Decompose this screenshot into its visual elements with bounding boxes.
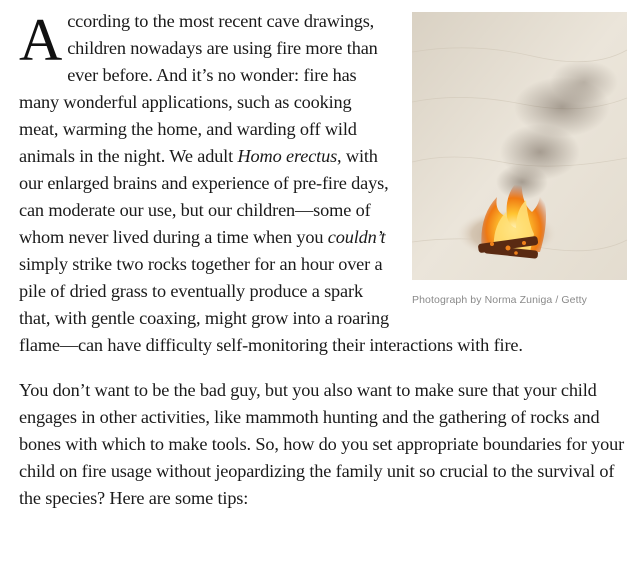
photo-caption: Photograph by Norma Zuniga / Getty xyxy=(412,294,587,306)
paragraph-1-italic-a: Homo erectus xyxy=(237,146,338,166)
drop-cap: A xyxy=(19,7,63,73)
paragraph-1-text-b: , with our enlarged brains and experience of pre-fire days, can moderate our use, but our children—some of whom never lived during a time when you xyxy=(19,146,389,247)
article-figure xyxy=(412,12,627,306)
paragraph-2: You don’t want to be the bad guy, but you also want to make sure that your child engages in other activities, like mammoth hunting and the gathering of rocks and bones with which to make tools. So, how do you set appropriate boundaries for your child on fire usage without jeopardizing the family unit so crucial to the survival of the species? Here are some tips: xyxy=(19,380,625,508)
paragraph-1-italic-b: couldn’t xyxy=(327,227,386,247)
article-body xyxy=(19,8,627,530)
campfire-photo xyxy=(412,12,627,280)
paragraph-1-text-c: simply strike two rocks together for an hour over a pile of dried grass to eventually produce a spark that, with gentle coaxing, might grow into a roaring flame—can have difficulty self-monitoring their interactions with fire. xyxy=(19,254,523,355)
paragraph-1-text-a: ccording to the most recent cave drawings, children nowadays are using fire more than ever before. And it’s no wonder: fire has many wonderful applications, such as cooking meat, warming the home, and warding off wild animals in the night. We adult xyxy=(19,11,378,166)
